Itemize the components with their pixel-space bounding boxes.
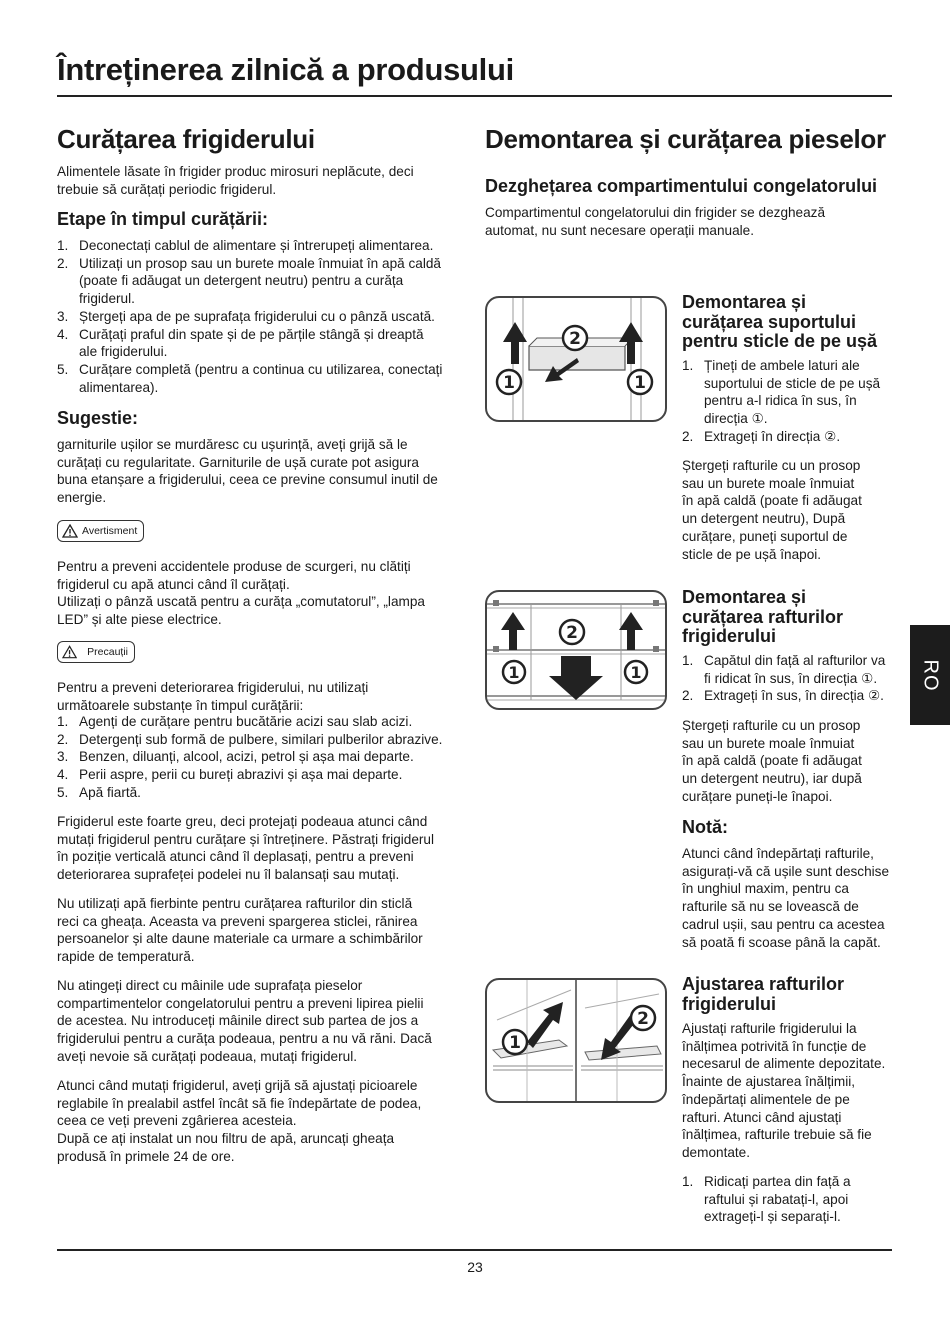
shelf-adjust-heading: Ajustarea rafturilor frigiderului xyxy=(682,974,845,1014)
shelf-removal-steps xyxy=(682,652,885,705)
marker-2: 2 xyxy=(569,329,581,349)
caution-list xyxy=(57,713,442,802)
marker-1: 1 xyxy=(508,663,520,682)
caution-label: Precauții xyxy=(87,646,128,658)
shelf-removal-heading: Demontarea și curățarea rafturilor frigiderului xyxy=(682,587,844,646)
list-item: 2. Detergenți sub formă de pulbere, similari pulberilor abrazive. xyxy=(57,731,443,747)
list-item: 5. Apă fiartă. xyxy=(57,784,141,800)
cleaning-heading: Curățarea frigiderului xyxy=(57,124,315,154)
door-rack-heading: Demontarea și curățarea suportului pentru sticle de pe ușă xyxy=(682,292,878,351)
list-item: 1. Deconectați cablul de alimentare și întrerupeți alimentarea. xyxy=(57,238,434,253)
caution-intro: Pentru a preveni deteriorarea frigiderului, nu utilizați următoarele substanțe în timpul curățării: xyxy=(57,680,369,713)
language-tab: RO xyxy=(910,625,950,725)
list-item: 2. Extrageți în direcția ②. xyxy=(682,428,841,444)
moving-text: Atunci când mutați frigiderul, aveți grijă să ajustați picioarele reglabile în prealabil astfel încât să fie îndepărtate de podea, ceea ce veți preveni zgârierea acesteia. După ce ați instalat un nou filtru de apă, aruncați gheața produsă în primele 24 de ore. xyxy=(57,1078,422,1164)
door-rack-figure xyxy=(485,296,667,422)
suggestion-text: garniturile ușilor se murdăresc cu ușurință, aveți grijă să le curățați cu regularitate. Garniturile de ușă curate pot asigura buna etanșare a frigiderului, ceea ce previne consumul inutil de energie. xyxy=(57,437,438,506)
title-rule xyxy=(57,95,892,97)
door-rack-steps xyxy=(682,357,880,446)
steps-heading: Etape în timpul curățării: xyxy=(57,209,269,229)
door-rack-text: Ștergeți rafturile cu un prosop sau un burete moale înmuiat în apă caldă (poate fi adăugat un detergent neutru), După curățare, puneți suportul de sticle de pe ușă înapoi. xyxy=(682,458,862,562)
shelf-removal-figure xyxy=(485,590,667,710)
shelf-adjust-steps xyxy=(682,1173,851,1226)
page-number: 23 xyxy=(467,1259,483,1275)
list-item: 3. Ștergeți apa de pe suprafața frigiderului cu o pânză uscată. xyxy=(57,308,435,324)
list-item: 5. Curățare completă (pentru a continua cu utilizarea, conectați alimentarea). xyxy=(57,361,443,395)
warning-label: Avertisment xyxy=(82,525,138,537)
list-item: 1. Ridicați partea din față a raftului și rabatați-l, apoi extrageți-l și separați-l. xyxy=(682,1174,851,1225)
warning-badge xyxy=(57,520,144,542)
caution-triangle-icon xyxy=(62,645,77,659)
door-rack-illustration xyxy=(487,298,665,420)
shelf-adjust-figure xyxy=(485,978,667,1103)
warning-text: Pentru a preveni accidentele produse de scurgeri, nu clătiți frigiderul cu apă atunci când îl curățați. Utilizați o pânză uscată pentru a curăța „comutatorul”, „lampa LED” și alte piese electrice. xyxy=(57,559,425,628)
marker-1: 1 xyxy=(503,373,515,393)
cleaning-intro: Alimentele lăsate în frigider produc mirosuri neplăcute, deci trebuie să curățați periodic frigiderul. xyxy=(57,164,414,197)
list-item: 1. Țineți de ambele laturi ale suportului de sticle de pe ușă pentru a-l ridica în sus, în direcția ①. xyxy=(682,358,881,427)
note-heading: Notă: xyxy=(682,817,728,837)
list-item: 3. Benzen, diluanți, alcool, acizi, petrol și așa mai departe. xyxy=(57,749,414,765)
footer-rule xyxy=(57,1249,892,1251)
caution-badge xyxy=(57,641,135,663)
list-item: 1. Capătul din față al rafturilor va fi ridicat în sus, în direcția ①. xyxy=(682,653,886,686)
defrost-heading: Dezghețarea compartimentului congelatorului xyxy=(485,176,878,196)
list-item: 4. Perii aspre, perii cu bureți abrazivi și așa mai departe. xyxy=(57,767,403,783)
hot-water-text: Nu utilizați apă fierbinte pentru curățarea rafturilor din sticlă reci ca gheața. Aceasta va preveni spargerea sticlei, rănirea persoanelor și alte daune materiale ca urmare a schimbărilor rapide de temperatură. xyxy=(57,896,423,965)
defrost-text: Compartimentul congelatorului din frigider se dezghează automat, nu sunt necesare operații manuale. xyxy=(485,205,826,238)
disassembly-heading: Demontarea și curățarea pieselor xyxy=(485,124,886,154)
marker-2: 2 xyxy=(566,623,578,643)
list-item: 2. Utilizați un prosop sau un burete moale înmuiat în apă caldă (poate fi adăugat un detergent neutru) pentru a curăța frigiderul. xyxy=(57,255,441,307)
list-item: 1. Agenți de curățare pentru bucătărie acizi sau slab acizi. xyxy=(57,714,413,729)
page-title: Întreținerea zilnică a produsului xyxy=(57,52,514,87)
suggestion-heading: Sugestie: xyxy=(57,408,139,428)
marker-1: 1 xyxy=(630,663,642,682)
shelf-removal-text: Ștergeți rafturile cu un prosop sau un burete moale înmuiat în apă caldă (poate fi adăugat un detergent neutru), iar după curățare puneți-le înapoi. xyxy=(682,718,862,804)
list-item: 4. Curățați praful din spate și de pe părțile stângă și dreaptă ale frigiderului. xyxy=(57,326,424,360)
shelf-adjust-text: Ajustați rafturile frigiderului la înălțimea potrivită în funcție de necesarul de alimente depozitate. Înainte de ajustarea înălțimii, îndepărtați alimentele de pe rafturi. Atunci când ajustați înălțimea, rafturile trebuie să fie demontate. xyxy=(682,1021,886,1160)
list-item: 2. Extrageți în sus, în direcția ②. xyxy=(682,688,884,704)
wet-hands-text: Nu atingeți direct cu mâinile ude suprafața pieselor compartimentelor congelatorului pentru a preveni lipirea pielii de acestea. Nu introduceți mâinile direct sub partea de jos a frigiderului pentru a curăța podeaua, pentru a nu vă răni. Dacă aveți nevoie să curățați podeaua, mutați frigiderul. xyxy=(57,978,432,1064)
note-text: Atunci când îndepărtați rafturile, asigurați-vă că ușile sunt deschise în unghiul maxim, pentru ca rafturile să nu se lovească de cadrul ușii, sau pentru ca acestea să poată fi scoase până la capăt. xyxy=(682,846,890,950)
marker-1: 1 xyxy=(509,1033,521,1053)
marker-1: 1 xyxy=(634,373,646,393)
marker-2: 2 xyxy=(637,1009,649,1029)
warning-triangle-icon xyxy=(62,524,78,538)
cleaning-steps-list xyxy=(57,237,442,396)
floor-protection-text: Frigiderul este foarte greu, deci protejați podeaua atunci când mutați frigiderul pentru curățare și întreținere. Păstrați frigiderul în poziție verticală atunci când îl deplasați, pentru a preveni deteriorarea suprafeței podelei nu îl balansați sau mutați. xyxy=(57,814,435,883)
shelf-adjust-illustration xyxy=(487,980,665,1101)
shelf-removal-illustration xyxy=(487,592,665,708)
